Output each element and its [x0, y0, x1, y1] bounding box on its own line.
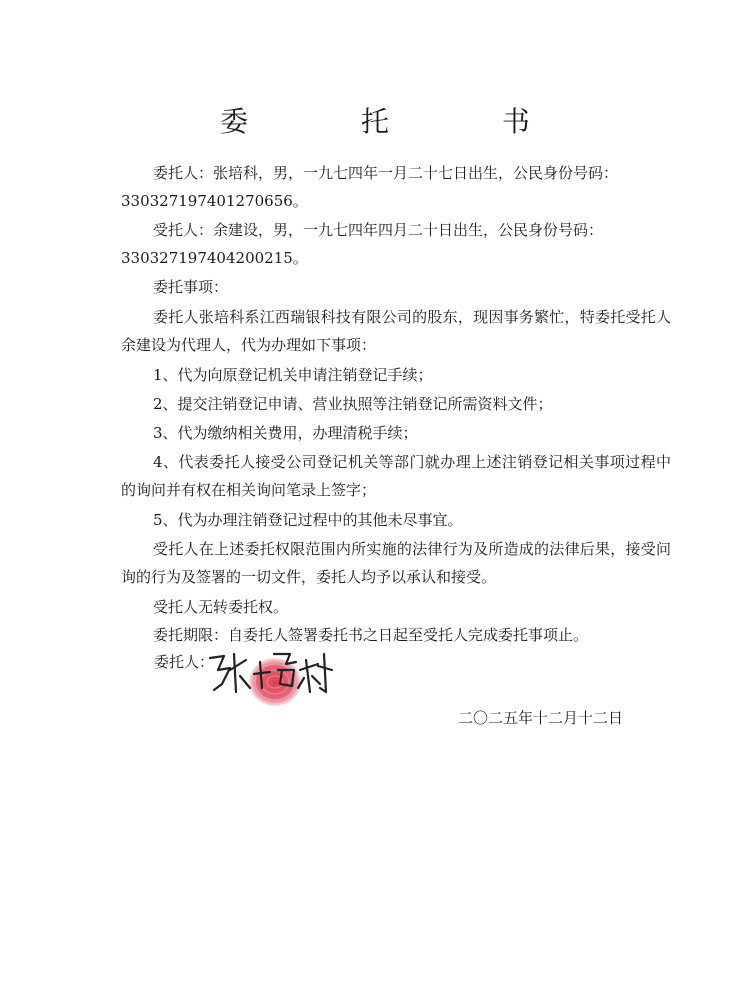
matter-item-3: 3、代为缴纳相关费用，办理清税手续；: [153, 424, 418, 442]
period-clause: 委托期限：自委托人签署委托书之日起至受托人完成委托事项止。: [153, 626, 589, 644]
matters-intro: 委托人张培科系江西瑞银科技有限公司的股东，现因事务繁忙，特委托受托人余建设为代理人，代为办理如下事项：: [121, 308, 671, 354]
matter-item-1: 1、代为向原登记机关申请注销登记手续；: [153, 366, 433, 384]
agent-id: [121, 244, 671, 272]
matters-heading: 委托事项：: [153, 278, 229, 296]
handwritten-signature: [200, 640, 340, 710]
matter-item-4: 4、代表委托人接受公司登记机关等部门就办理上述注销登记相关事项过程中的询问并有权在相关询问笔录上签字；: [121, 453, 671, 499]
document-date: 二〇二五年十二月十二日: [458, 709, 624, 727]
matter-item-2: 2、提交注销登记申请、营业执照等注销登记所需资料文件；: [153, 395, 553, 413]
agent-line-1: 受托人：余建设，男，一九七四年四月二十日出生，公民身份号码：: [153, 221, 604, 239]
liability-clause: 受托人在上述委托权限范围内所实施的法律行为及所造成的法律后果，接受问询的行为及签署的一切文件，委托人均予以承认和接受。: [121, 540, 671, 586]
principal-info: [121, 159, 671, 187]
signature-label: 委托人：: [154, 653, 215, 671]
agent-info: [121, 216, 671, 244]
principal-line-1: 委托人：张培科，男，一九七四年一月二十七日出生，公民身份号码：: [153, 164, 619, 182]
no-sub-delegation-clause: 受托人无转委托权。: [153, 598, 289, 616]
matter-item-5: 5、代为办理注销登记过程中的其他未尽事宜。: [153, 511, 463, 529]
principal-id: [121, 187, 671, 215]
document-title: 委 托 书: [220, 105, 582, 138]
principal-line-2: 330327197401270656。: [121, 192, 308, 210]
agent-line-2: 330327197404200215。: [121, 249, 308, 267]
